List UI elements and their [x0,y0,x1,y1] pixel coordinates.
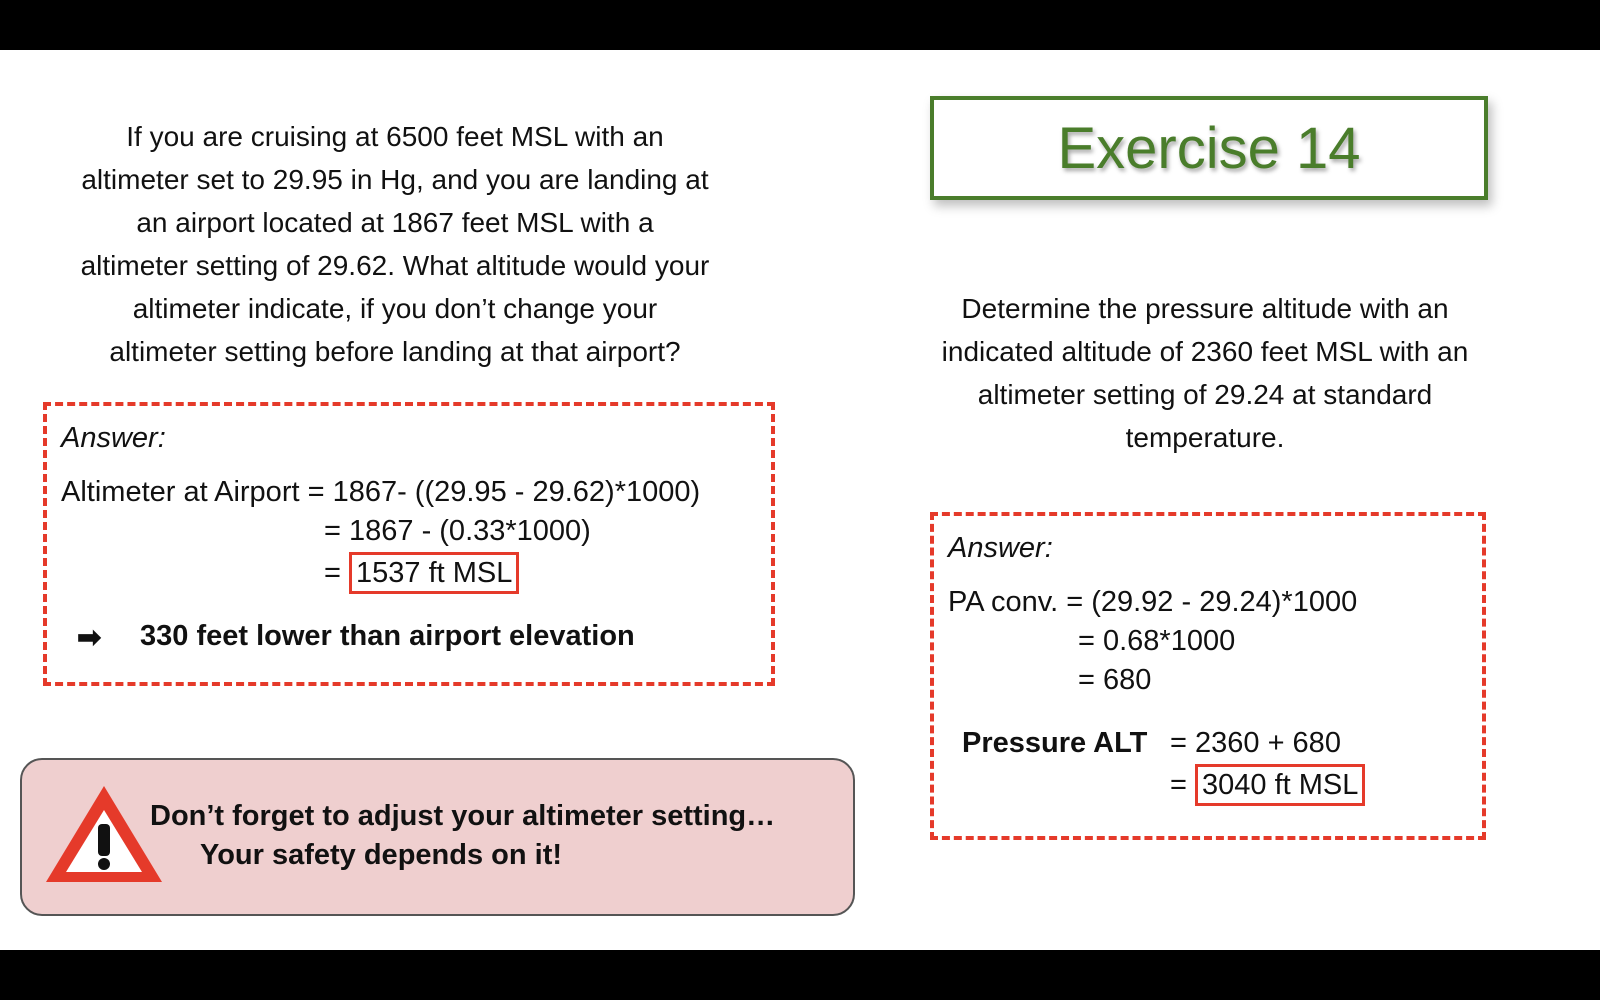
question-2-line: indicated altitude of 2360 feet MSL with an [941,336,1469,367]
answer-1-line-2: = 1867 - (0.33*1000) [324,515,591,547]
warning-line-1: Don’t forget to adjust your altimeter setting… [150,800,776,832]
pressure-alt-line-2 [1170,764,1365,806]
answer-2-line-3: = 680 [1078,664,1152,696]
question-1-line: If you are cruising at 6500 feet MSL with an [126,121,664,152]
answer-2-box [930,512,1486,840]
answer-2-line-1: PA conv. = (29.92 - 29.24)*1000 [948,586,1358,618]
question-2-text [905,287,1505,459]
answer-1-label: Answer: [61,422,166,454]
question-1-line: altimeter setting before landing at that airport? [109,336,681,367]
question-2-line: Determine the pressure altitude with an [961,293,1449,324]
warning-box [20,758,855,916]
answer-1-result: 1537 ft MSL [349,552,519,594]
answer-2-line-2: = 0.68*1000 [1078,625,1236,657]
answer-1-line-3 [324,552,519,594]
answer-2-label: Answer: [948,532,1053,564]
answer-1-equals: = [324,557,341,589]
exercise-title-box [930,96,1488,200]
answer-1-conclusion: 330 feet lower than airport elevation [140,620,635,652]
question-2-line: altimeter setting of 29.24 at standard [977,379,1433,410]
question-1-text [30,115,760,373]
pressure-alt-label: Pressure ALT [962,727,1148,759]
question-2-line: temperature. [1125,422,1285,453]
answer-2-result: 3040 ft MSL [1195,764,1365,806]
warning-line-2: Your safety depends on it! [200,839,563,871]
question-1-line: an airport located at 1867 feet MSL with a [136,207,654,238]
slide [0,50,1600,950]
answer-1-box [43,402,775,686]
warning-triangle-icon [42,782,166,886]
question-1-line: altimeter indicate, if you don’t change your [132,293,658,324]
answer-2-equals: = [1170,769,1187,801]
exercise-title: Exercise 14 [1057,115,1361,181]
answer-1-arrow-icon: ➡ [77,622,102,654]
pressure-alt-line-1: = 2360 + 680 [1170,727,1341,759]
question-1-line: altimeter setting of 29.62. What altitude would your [80,250,710,281]
question-1-line: altimeter set to 29.95 in Hg, and you are landing at [81,164,709,195]
answer-1-line-1: Altimeter at Airport = 1867- ((29.95 - 29.62)*1000) [61,476,701,508]
